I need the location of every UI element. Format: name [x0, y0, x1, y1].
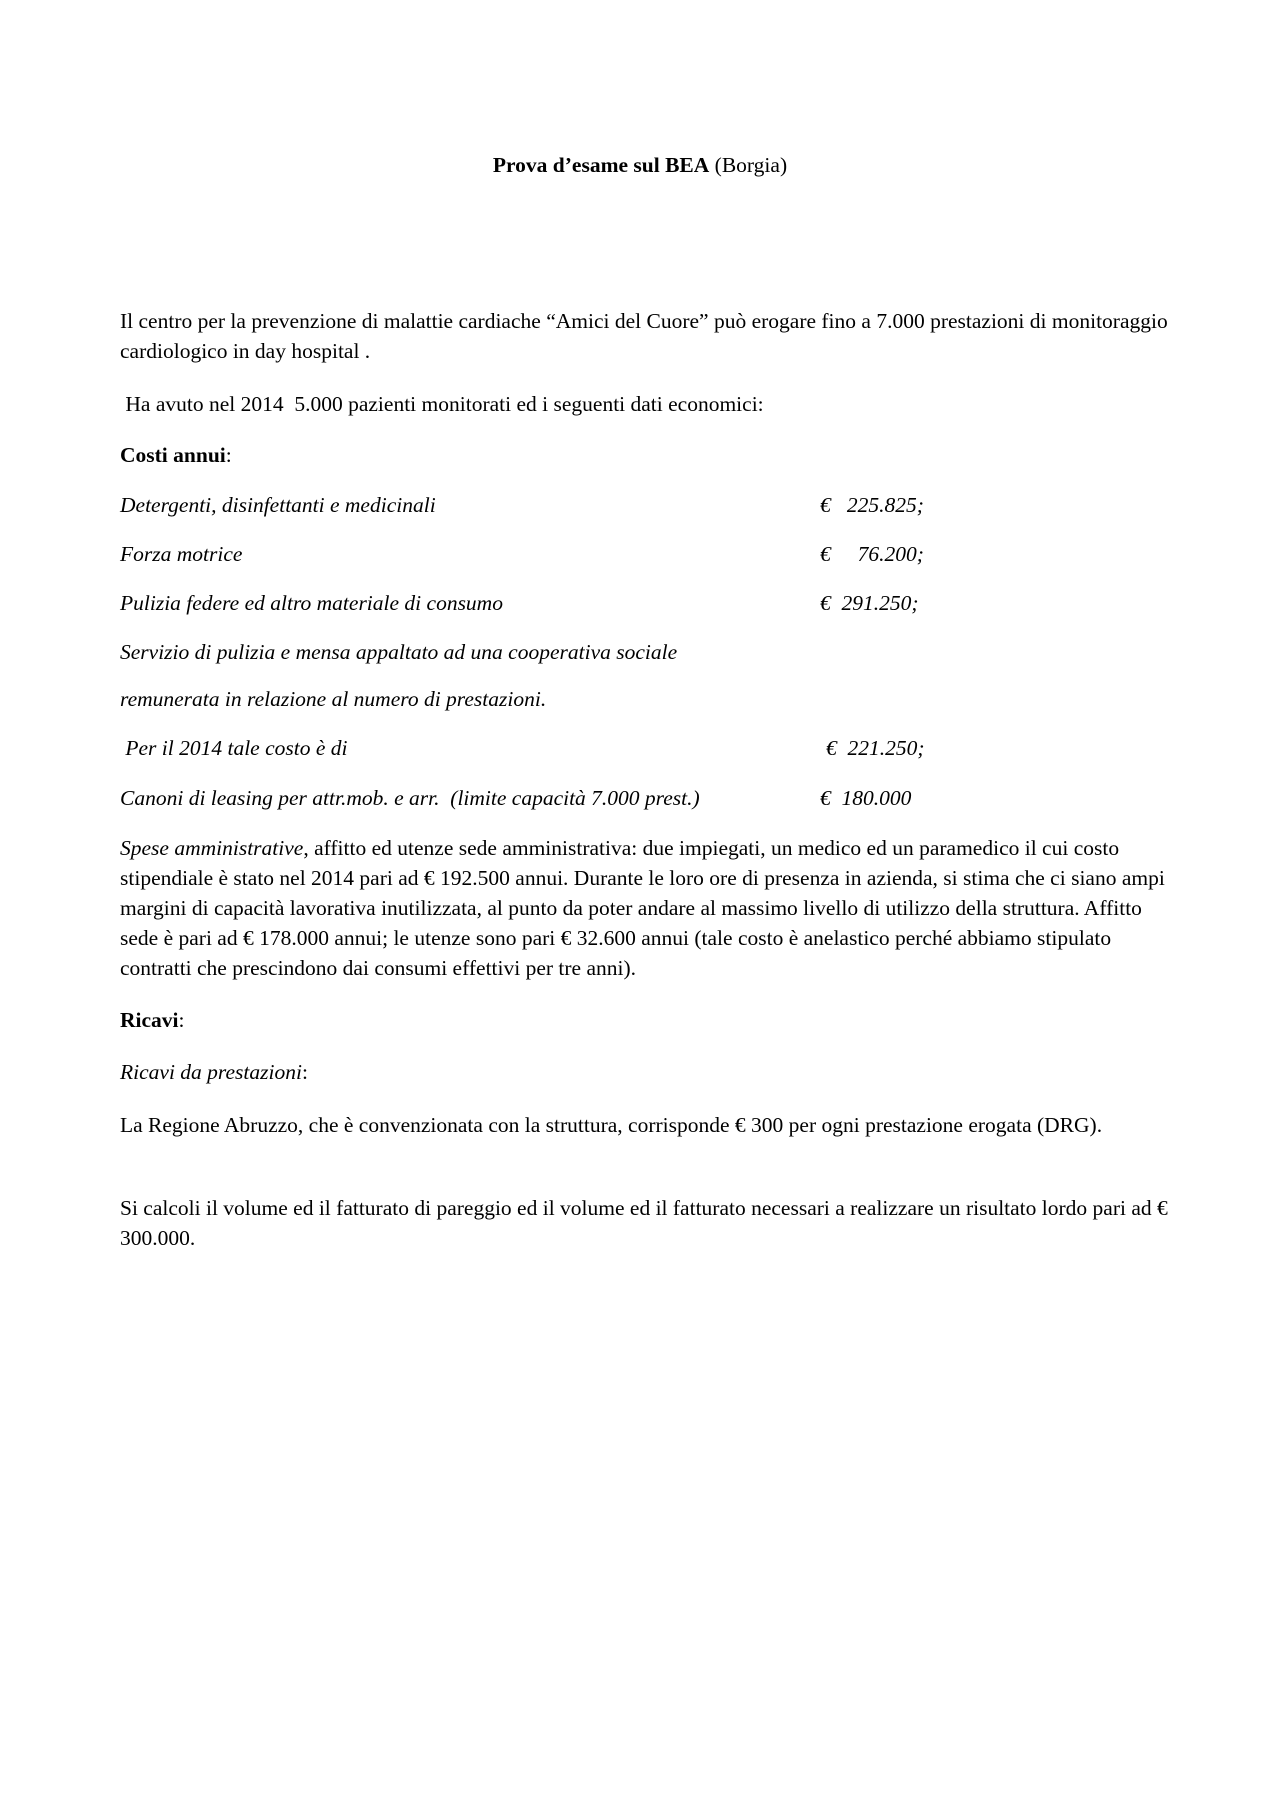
cost-desc: Servizio di pulizia e mensa appaltato ad una cooperativa sociale	[120, 640, 678, 664]
cost-row	[120, 490, 1170, 520]
cost-row	[120, 539, 1170, 569]
revenues-heading-label: Ricavi	[120, 1008, 179, 1032]
cost-amount: € 221.250;	[826, 736, 925, 760]
revenues-subheading	[120, 1057, 1170, 1087]
document-title	[0, 150, 1280, 180]
question-paragraph	[120, 1193, 1170, 1253]
revenues-subheading-colon: :	[301, 1060, 308, 1084]
cost-amount: € 225.825;	[820, 493, 924, 517]
cost-row	[120, 637, 1170, 667]
cost-row	[120, 588, 1170, 618]
revenues-heading	[120, 1005, 1170, 1035]
costs-heading	[120, 440, 1170, 470]
cost-desc: Pulizia federe ed altro materiale di consumo	[120, 591, 503, 615]
cost-amount: € 76.200;	[820, 542, 924, 566]
intro-text: Il centro per la prevenzione di malattie cardiache “Amici del Cuore” può erogare fino a 7.000 prestazioni di monitoraggio cardiologico in day hospital .	[120, 309, 1168, 363]
cost-row	[120, 733, 1170, 763]
cost-amount: € 291.250;	[820, 591, 919, 615]
title-bold: Prova d’esame sul BEA	[492, 153, 710, 177]
cost-desc: remunerata in relazione al numero di prestazioni.	[120, 687, 547, 711]
intro-paragraph	[120, 306, 1170, 366]
costs-heading-label: Costi annui	[120, 443, 226, 467]
cost-amount: € 180.000	[820, 786, 912, 810]
admin-costs-label: Spese amministrative	[120, 836, 304, 860]
revenues-subheading-label: Ricavi da prestazioni	[120, 1060, 302, 1084]
admin-costs-paragraph	[120, 833, 1170, 983]
revenues-paragraph	[120, 1110, 1170, 1140]
cost-desc: Per il 2014 tale costo è di	[120, 736, 348, 760]
revenues-text: La Regione Abruzzo, che è convenzionata con la struttura, corrisponde € 300 per ogni prestazione erogata (DRG).	[120, 1113, 1103, 1137]
cost-desc: Forza motrice	[120, 542, 243, 566]
intro-patients	[120, 389, 1170, 419]
cost-row	[120, 684, 1170, 714]
costs-heading-colon: :	[225, 443, 232, 467]
cost-desc: Canoni di leasing per attr.mob. e arr. (limite capacità 7.000 prest.)	[120, 786, 700, 810]
cost-desc: Detergenti, disinfettanti e medicinali	[120, 493, 436, 517]
revenues-heading-colon: :	[178, 1008, 185, 1032]
patients-text: Ha avuto nel 2014 5.000 pazienti monitorati ed i seguenti dati economici:	[120, 392, 764, 416]
cost-row	[120, 783, 1170, 813]
question-text: Si calcoli il volume ed il fatturato di pareggio ed il volume ed il fatturato necessari a realizzare un risultato lordo pari ad € 300.000.	[120, 1196, 1168, 1250]
admin-costs-text: , affitto ed utenze sede amministrativa: due impiegati, un medico ed un paramedico il cui costo stipendiale è stato nel 2014 pari ad € 192.500 annui. Durante le loro ore di presenza in azienda, si stima che ci siano ampi margini di capacità lavorativa inutilizzata, al punto da poter andare al massimo livello di utilizzo della struttura. Affitto sede è pari ad € 178.000 annui; le utenze sono pari € 32.600 annui (tale costo è anelastico perché abbiamo stipulato contratti che prescindono dai consumi effettivi per tre anni).	[120, 836, 1165, 980]
title-author: (Borgia)	[709, 153, 788, 177]
